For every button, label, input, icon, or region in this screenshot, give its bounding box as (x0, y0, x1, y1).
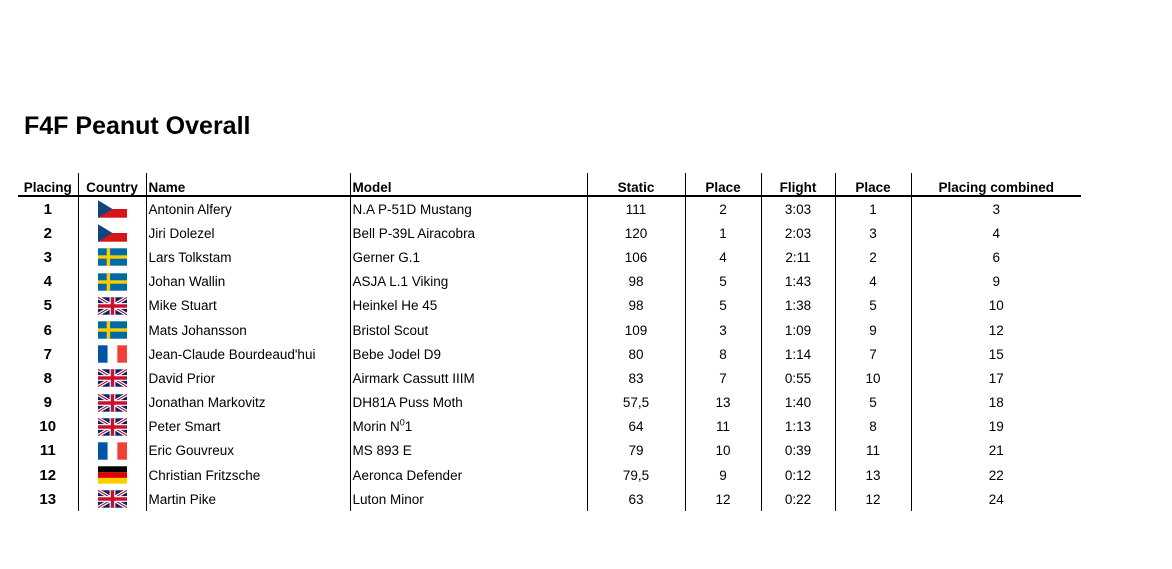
table-row (18, 221, 1081, 245)
flight-cell: 0:22 (761, 487, 835, 511)
table-body (18, 196, 1081, 511)
model-cell: Bebe Jodel D9 (350, 342, 587, 366)
flight-cell: 2:11 (761, 245, 835, 269)
table-row (18, 439, 1081, 463)
country-cell (78, 439, 146, 463)
country-cell (78, 415, 146, 439)
flight-place-cell: 1 (835, 196, 911, 221)
flight-place-cell: 2 (835, 245, 911, 269)
flight-place-cell: 5 (835, 391, 911, 415)
static-cell: 83 (587, 366, 685, 390)
placing-cell: 7 (43, 345, 52, 363)
flight-place-cell: 10 (835, 366, 911, 390)
placing-combined-cell: 19 (911, 415, 1081, 439)
country-cell (78, 294, 146, 318)
country-cell (78, 391, 146, 415)
flight-cell: 0:39 (761, 439, 835, 463)
placing-cell: 4 (43, 273, 52, 291)
table-row (18, 463, 1081, 487)
flight-cell: 1:38 (761, 294, 835, 318)
model-cell: Bristol Scout (350, 318, 587, 342)
placing-cell: 2 (43, 224, 52, 242)
placing-combined-cell: 3 (911, 196, 1081, 221)
static-cell: 111 (587, 196, 685, 221)
header-flight-place: Place (835, 173, 911, 196)
uk-flag-icon (98, 369, 127, 387)
header-placing: Placing (18, 173, 78, 196)
static-place-cell: 3 (685, 318, 761, 342)
name-cell: Lars Tolkstam (146, 245, 350, 269)
flight-place-cell: 8 (835, 415, 911, 439)
placing-combined-cell: 4 (911, 221, 1081, 245)
model-cell: Bell P-39L Airacobra (350, 221, 587, 245)
table-row (18, 487, 1081, 511)
uk-flag-icon (98, 418, 127, 436)
table-header-row (18, 173, 1081, 196)
flight-place-cell: 5 (835, 294, 911, 318)
static-place-cell: 9 (685, 463, 761, 487)
results-table (18, 173, 1081, 511)
placing-cell: 3 (43, 248, 52, 266)
name-cell: Jiri Dolezel (146, 221, 350, 245)
static-cell: 80 (587, 342, 685, 366)
static-cell: 64 (587, 415, 685, 439)
placing-combined-cell: 17 (911, 366, 1081, 390)
model-cell: ASJA L.1 Viking (350, 270, 587, 294)
model-cell: Aeronca Defender (350, 463, 587, 487)
flight-place-cell: 11 (835, 439, 911, 463)
header-flight: Flight (761, 173, 835, 196)
german-flag-icon (98, 466, 127, 484)
czech-flag-icon (98, 200, 127, 218)
name-cell: Peter Smart (146, 415, 350, 439)
placing-cell: 12 (39, 466, 57, 484)
placing-cell: 13 (39, 490, 57, 508)
placing-combined-cell: 24 (911, 487, 1081, 511)
placing-combined-cell: 9 (911, 270, 1081, 294)
swedish-flag-icon (98, 273, 127, 291)
header-placing-combined: Placing combined (911, 173, 1081, 196)
header-model: Model (350, 173, 587, 196)
name-cell: Jonathan Markovitz (146, 391, 350, 415)
model-superscript: 0 (399, 417, 405, 428)
table-row (18, 342, 1081, 366)
placing-combined-cell: 10 (911, 294, 1081, 318)
model-cell (350, 415, 587, 439)
table-row (18, 196, 1081, 221)
placing-cell: 11 (39, 442, 56, 460)
name-cell: David Prior (146, 366, 350, 390)
page-title: F4F Peanut Overall (24, 112, 251, 140)
model-text: Morin N (352, 419, 400, 435)
header-static-place: Place (685, 173, 761, 196)
static-cell: 98 (587, 270, 685, 294)
placing-cell: 9 (43, 394, 52, 412)
static-cell: 120 (587, 221, 685, 245)
country-cell (78, 366, 146, 390)
flight-place-cell: 9 (835, 318, 911, 342)
country-cell (78, 463, 146, 487)
static-cell: 63 (587, 487, 685, 511)
flight-cell: 1:40 (761, 391, 835, 415)
table-row (18, 318, 1081, 342)
country-cell (78, 196, 146, 221)
name-cell: Johan Wallin (146, 270, 350, 294)
model-cell: N.A P-51D Mustang (350, 196, 587, 221)
placing-cell: 5 (43, 297, 52, 315)
model-cell: Heinkel He 45 (350, 294, 587, 318)
placing-combined-cell: 18 (911, 391, 1081, 415)
placing-combined-cell: 21 (911, 439, 1081, 463)
model-cell: Airmark Cassutt IIIM (350, 366, 587, 390)
static-cell: 109 (587, 318, 685, 342)
static-cell: 98 (587, 294, 685, 318)
flight-place-cell: 7 (835, 342, 911, 366)
swedish-flag-icon (98, 321, 127, 339)
static-place-cell: 8 (685, 342, 761, 366)
model-cell: Gerner G.1 (350, 245, 587, 269)
country-cell (78, 487, 146, 511)
table-row (18, 366, 1081, 390)
table-row (18, 245, 1081, 269)
table-row (18, 415, 1081, 439)
country-cell (78, 245, 146, 269)
name-cell: Mats Johansson (146, 318, 350, 342)
flight-cell: 1:13 (761, 415, 835, 439)
flight-place-cell: 12 (835, 487, 911, 511)
table-row (18, 391, 1081, 415)
country-cell (78, 221, 146, 245)
static-cell: 79 (587, 439, 685, 463)
flight-cell: 3:03 (761, 196, 835, 221)
flight-place-cell: 3 (835, 221, 911, 245)
static-place-cell: 5 (685, 294, 761, 318)
model-cell: Luton Minor (350, 487, 587, 511)
static-place-cell: 4 (685, 245, 761, 269)
placing-cell: 10 (39, 418, 57, 436)
flight-place-cell: 13 (835, 463, 911, 487)
static-cell: 79,5 (587, 463, 685, 487)
name-cell: Jean-Claude Bourdeaud'hui (146, 342, 350, 366)
static-place-cell: 5 (685, 270, 761, 294)
uk-flag-icon (98, 394, 127, 412)
country-cell (78, 270, 146, 294)
static-place-cell: 11 (685, 415, 761, 439)
flight-cell: 1:43 (761, 270, 835, 294)
table-row (18, 270, 1081, 294)
uk-flag-icon (98, 490, 127, 508)
table-row (18, 294, 1081, 318)
swedish-flag-icon (98, 248, 127, 266)
static-place-cell: 1 (685, 221, 761, 245)
placing-combined-cell: 6 (911, 245, 1081, 269)
czech-flag-icon (98, 224, 127, 242)
uk-flag-icon (98, 297, 127, 315)
placing-combined-cell: 22 (911, 463, 1081, 487)
french-flag-icon (98, 442, 127, 460)
model-cell: DH81A Puss Moth (350, 391, 587, 415)
static-cell: 106 (587, 245, 685, 269)
static-place-cell: 13 (685, 391, 761, 415)
static-place-cell: 7 (685, 366, 761, 390)
flight-place-cell: 4 (835, 270, 911, 294)
static-cell: 57,5 (587, 391, 685, 415)
placing-cell: 8 (43, 369, 52, 387)
flight-cell: 0:12 (761, 463, 835, 487)
country-cell (78, 318, 146, 342)
model-suffix: 1 (404, 419, 413, 435)
name-cell: Martin Pike (146, 487, 350, 511)
placing-cell: 6 (43, 321, 52, 339)
flight-cell: 0:55 (761, 366, 835, 390)
placing-cell: 1 (43, 200, 52, 218)
flight-cell: 2:03 (761, 221, 835, 245)
french-flag-icon (98, 345, 127, 363)
placing-combined-cell: 15 (911, 342, 1081, 366)
header-name: Name (146, 173, 350, 196)
header-country: Country (78, 173, 146, 196)
static-place-cell: 10 (685, 439, 761, 463)
name-cell: Antonin Alfery (146, 196, 350, 221)
flight-cell: 1:09 (761, 318, 835, 342)
name-cell: Mike Stuart (146, 294, 350, 318)
header-static: Static (587, 173, 685, 196)
placing-combined-cell: 12 (911, 318, 1081, 342)
static-place-cell: 2 (685, 196, 761, 221)
name-cell: Eric Gouvreux (146, 439, 350, 463)
name-cell: Christian Fritzsche (146, 463, 350, 487)
flight-cell: 1:14 (761, 342, 835, 366)
model-cell: MS 893 E (350, 439, 587, 463)
country-cell (78, 342, 146, 366)
static-place-cell: 12 (685, 487, 761, 511)
